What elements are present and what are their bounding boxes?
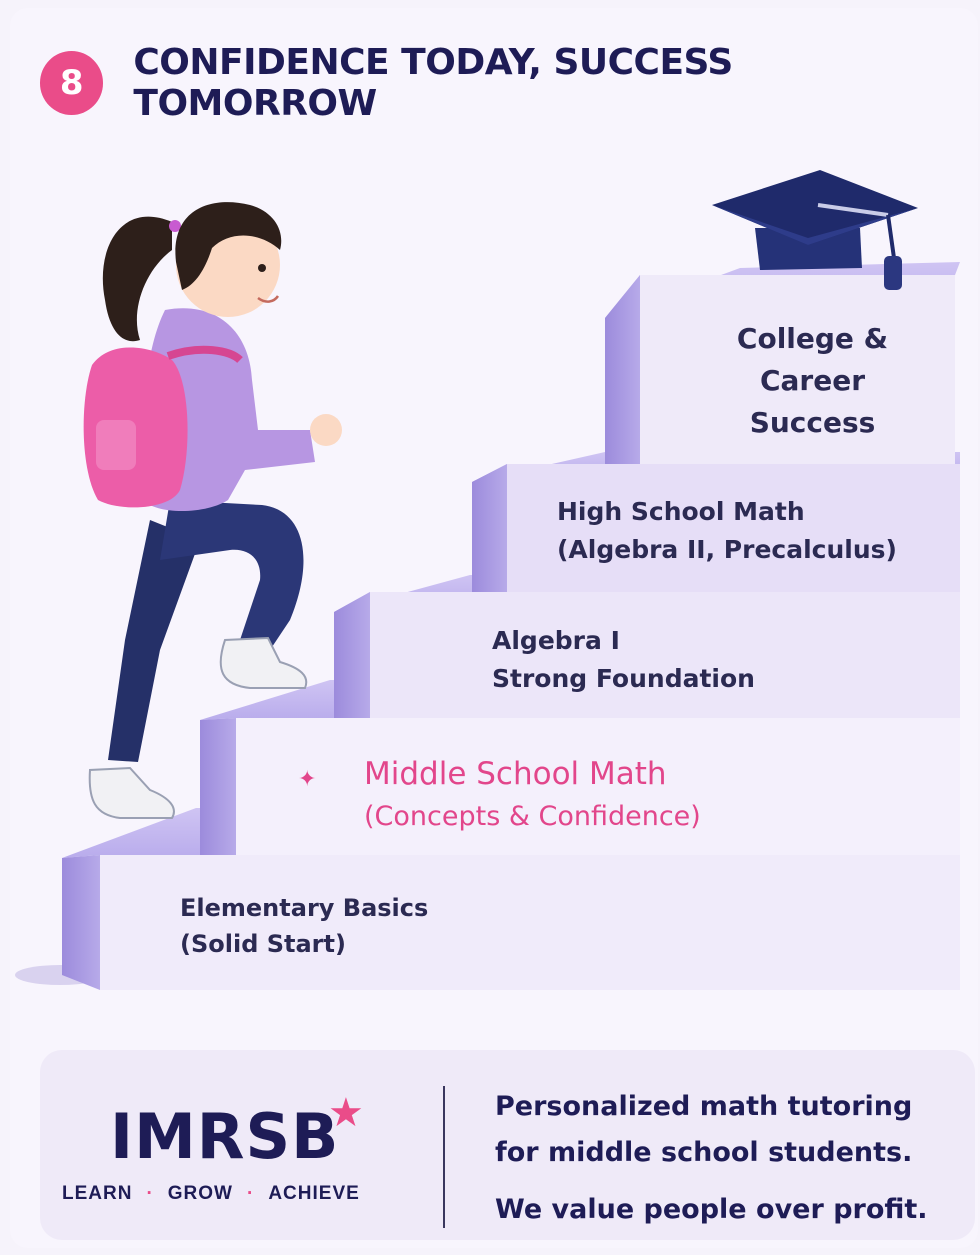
tagline-learn: LEARN — [62, 1183, 133, 1204]
description-line2: for middle school students. — [495, 1137, 913, 1168]
tagline-achieve: ACHIEVE — [268, 1183, 360, 1204]
step-label-algebra — [492, 622, 755, 697]
step-label-elementary-line2: (Solid Start) — [180, 930, 346, 958]
description-line1: Personalized math tutoring — [495, 1091, 913, 1122]
step-label-college-line1: College & — [736, 322, 889, 355]
step-label-algebra-line2: Strong Foundation — [492, 663, 755, 693]
tagline-grow: GROW — [167, 1183, 233, 1204]
step-label-elementary-line1: Elementary Basics — [180, 894, 429, 922]
footer-divider — [443, 1086, 445, 1228]
footer-panel — [40, 1050, 975, 1240]
step-label-high-school-line2: (Algebra II, Precalculus) — [557, 534, 897, 564]
star-icon: ★ — [328, 1091, 364, 1135]
step-label-elementary — [180, 890, 428, 962]
footer-motto: We value people over profit. — [495, 1194, 928, 1225]
step-label-algebra-line1: Algebra I — [492, 626, 620, 655]
step-label-high-school-line1: High School Math — [557, 497, 805, 526]
step-label-middle-line1: Middle School Math — [364, 756, 667, 792]
step-label-high-school — [557, 493, 897, 568]
footer-description — [495, 1084, 928, 1225]
number-badge: 8 — [40, 51, 103, 115]
sparkle-icon: ✦ — [298, 766, 317, 791]
page-title: CONFIDENCE TODAY, SUCCESS TOMORROW — [133, 42, 733, 124]
step-label-college-line2: Career — [759, 364, 866, 397]
step-label-college — [700, 318, 925, 444]
step-label-middle — [364, 752, 701, 836]
brand-tagline: LEARN · GROW · ACHIEVE — [62, 1183, 360, 1204]
step-label-college-line3: Success — [749, 406, 876, 439]
brand-logo-text: IMRSB — [110, 1100, 340, 1173]
step-label-middle-line2: (Concepts & Confidence) — [364, 800, 701, 832]
